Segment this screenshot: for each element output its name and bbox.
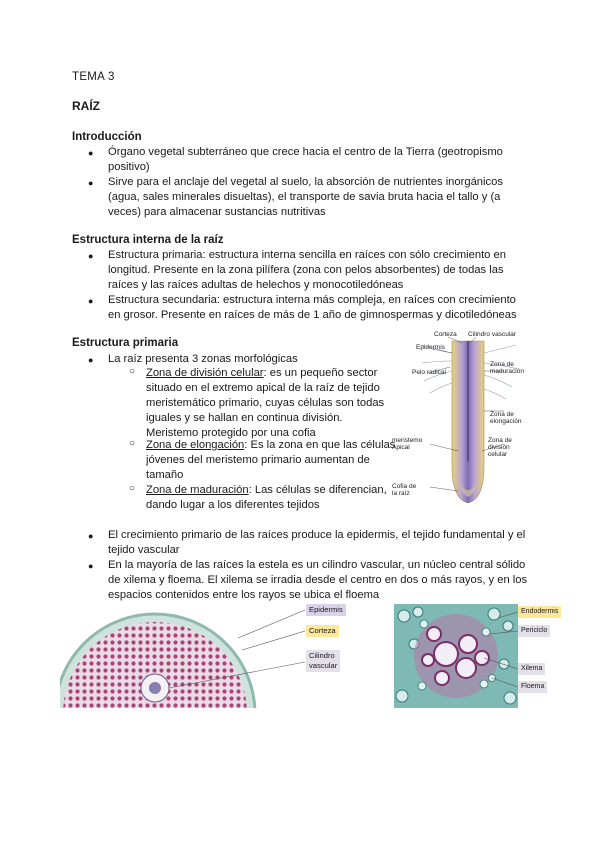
label-epidermis: Epidermis	[416, 344, 445, 351]
after-bullet-2: En la mayoría de las raíces la estela es un cilindro vascular, un núcleo central sólido de xilema y floema. El xilema se irradia desde el centro en dos o más rayos, y en los espacios contenidos entre los rayos se ubica el floema	[108, 559, 528, 601]
caption-periciclo: Periciclo	[518, 625, 550, 637]
bullet-icon: ●	[88, 561, 94, 571]
label-cofia: Cofia de la raíz	[392, 483, 417, 497]
label-pelo-radical: Pelo radical	[412, 369, 446, 376]
heading-introduccion: Introducción	[72, 131, 142, 143]
caption-endodermis: Endodermis	[518, 606, 561, 618]
root-cross-section-figure	[60, 604, 370, 708]
heading-estructura-interna: Estructura interna de la raíz	[72, 234, 224, 246]
bullet-icon: ●	[88, 251, 94, 261]
caption-corteza: Corteza	[306, 625, 339, 637]
caption-epidermis: Epidermis	[306, 604, 346, 616]
after-bullet-1: El crecimiento primario de las raíces produce la epidermis, el tejido fundamental y el tejido vascular	[108, 529, 526, 556]
bullet-icon: ●	[88, 296, 94, 306]
label-corteza: Corteza	[434, 331, 457, 338]
label-meristemo-apical: meristemo Apical	[392, 437, 423, 451]
sub-zona-maduracion: Zona de maduración: Las células se diferencian, dando lugar a los diferentes tejidos	[146, 484, 387, 511]
tema-label: TEMA 3	[72, 71, 115, 83]
label-zona-division: Zona de división celular	[488, 437, 512, 458]
intro-bullet-1: Órgano vegetal subterráneo que crece hacia el centro de la Tierra (geotropismo positivo)	[108, 146, 503, 173]
sub-zona-elongacion: Zona de elongación: Es la zona en que las células jóvenes del meristemo primario aumentan de tamaño	[146, 439, 396, 481]
label-zona-elongacion: Zona de elongación	[490, 411, 522, 425]
xylem-phloem-micrograph	[394, 604, 566, 708]
caption-xilema: Xilema	[518, 663, 545, 675]
interna-bullet-1: Estructura primaria: estructura interna sencilla en raíces con sólo crecimiento en longitud. Presente en la zona pilífera (zona con pelos absorbentes) de todas las raíces y las raíces adultas de helechos y monocotiledóneas	[108, 249, 506, 291]
circle-bullet-icon: ○	[129, 483, 136, 494]
page-title: RAÍZ	[72, 99, 100, 113]
root-longitudinal-figure	[392, 331, 532, 507]
circle-bullet-icon: ○	[129, 438, 136, 449]
label-cilindro-vascular: Cilindro vascular	[468, 331, 517, 338]
bullet-icon: ●	[88, 531, 94, 541]
bullet-icon: ●	[88, 178, 94, 188]
bullet-icon: ●	[88, 355, 94, 365]
heading-estructura-primaria: Estructura primaria	[72, 337, 179, 349]
primaria-bullet-1: La raíz presenta 3 zonas morfológicas	[108, 353, 298, 365]
interna-bullet-2: Estructura secundaria: estructura interna más compleja, en raíces con crecimiento en grosor. Presente en raíces de más de 1 año de gimnospermas y dicotiledóneas	[108, 294, 517, 321]
intro-bullet-2: Sirve para el anclaje del vegetal al suelo, la absorción de nutrientes inorgánicos (agua, sales minerales disueltas), el transporte de savia bruta hacia el tallo y (a veces) para almacenar sustancias nutritivas	[108, 176, 503, 218]
sub-zona-division: Zona de división celular: es un pequeño sector situado en el extremo apical de la raíz de tejido meristemático primario, cuyas células son todas iguales y se hallan en continua división. Meristemo protegido por una cofia	[146, 367, 385, 439]
caption-floema: Floema	[518, 681, 547, 693]
bullet-icon: ●	[88, 148, 94, 158]
caption-cilindro-vascular: Cilindro vascular	[306, 650, 340, 672]
label-zona-maduracion: Zona de maduración	[490, 361, 524, 375]
circle-bullet-icon: ○	[129, 366, 136, 377]
